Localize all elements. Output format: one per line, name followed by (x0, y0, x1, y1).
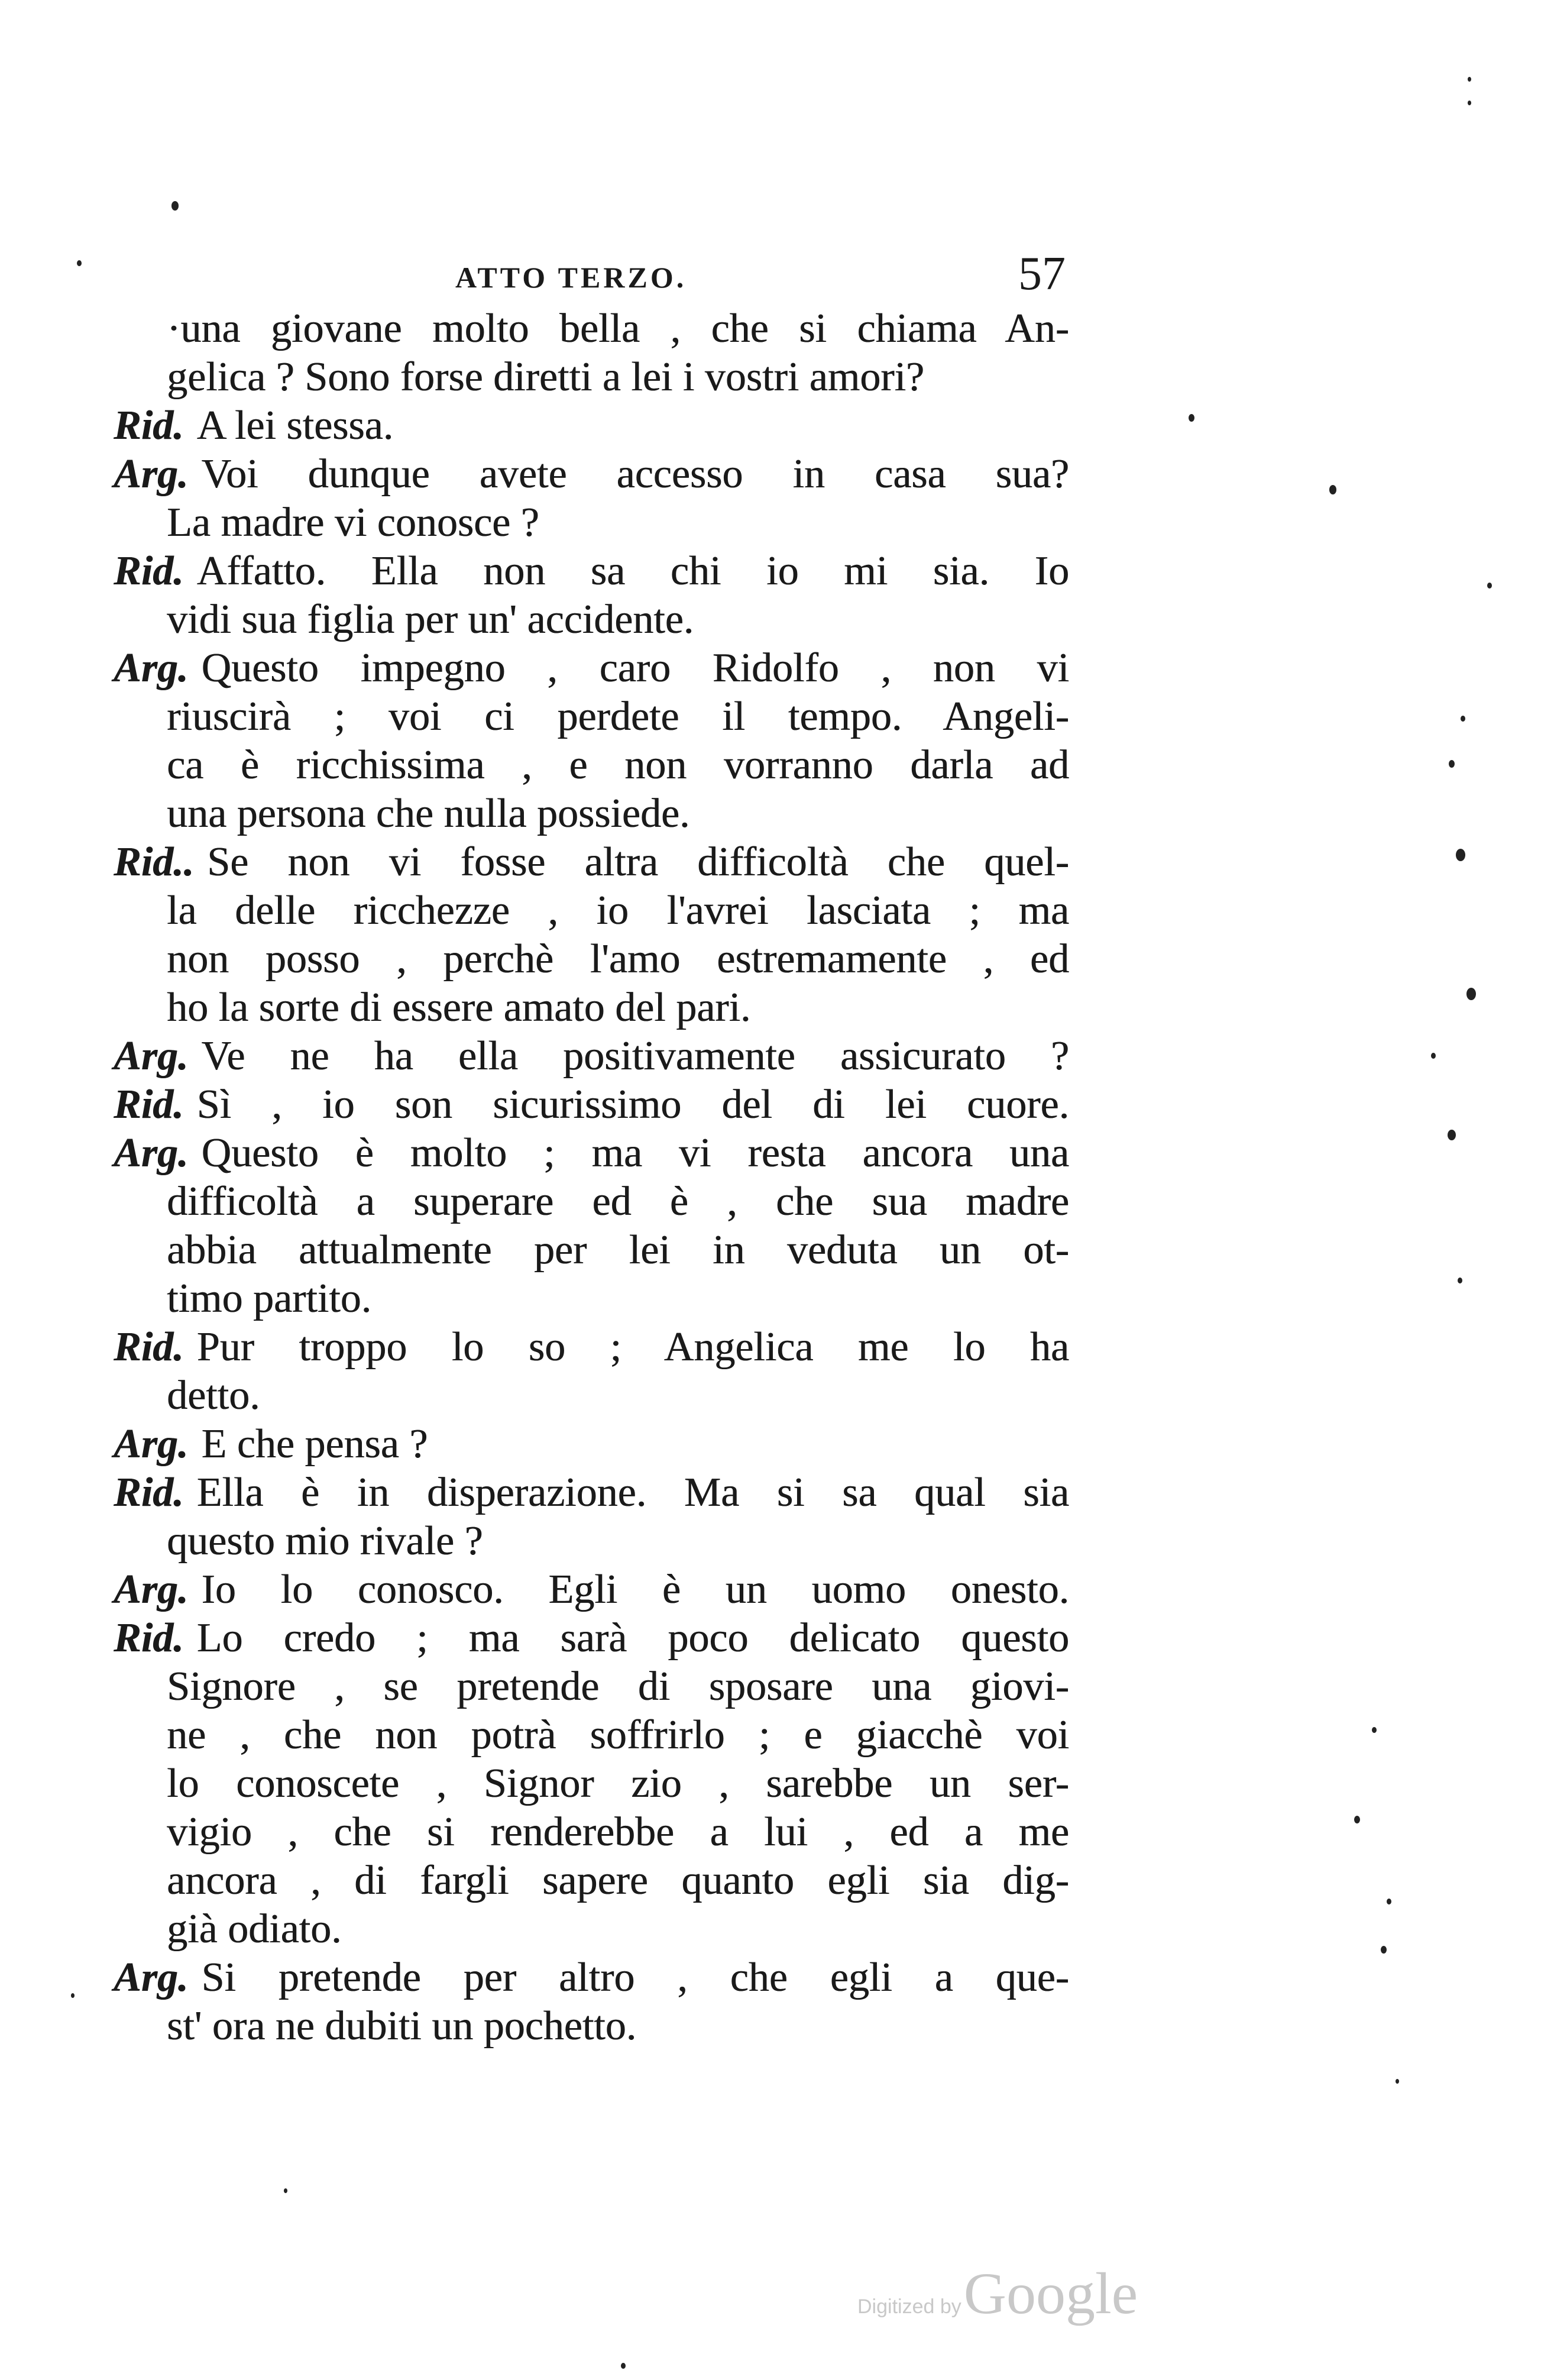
speaker-label: Rid. (114, 548, 184, 594)
speaker-label: Rid. (114, 1615, 184, 1661)
digitized-by-google-watermark (857, 2259, 1138, 2327)
line-text: non posso , perchè l'amo estremamente , ed (167, 936, 1069, 982)
line-text: Signore , se pretende di sposare una giovi- (167, 1664, 1069, 1709)
line-text: Ve ne ha ella positivamente assicurato ? (201, 1033, 1069, 1079)
text-line (167, 790, 1069, 838)
line-text: Se non vi fosse altra difficoltà che quel- (207, 839, 1069, 885)
text-line (167, 1517, 1069, 1566)
text-line (167, 887, 1069, 935)
text-line (114, 450, 1069, 499)
text-line (167, 1663, 1069, 1711)
text-line (114, 1323, 1069, 1372)
scan-speck (1381, 1946, 1387, 1954)
line-text: Affatto. Ella non sa chi io mi sia. Io (196, 548, 1069, 594)
line-text: Lo credo ; ma sarà poco delicato questo (196, 1615, 1069, 1661)
line-text: ne , che non potrà soffrirlo ; e giacchè voi (167, 1712, 1069, 1758)
speaker-label: Rid. (114, 1324, 184, 1370)
watermark-brand: Google (963, 2261, 1138, 2326)
line-text: ·una giovane molto bella , che si chiama An- (167, 306, 1069, 351)
line-text: Questo impegno , caro Ridolfo , non vi (201, 645, 1069, 691)
text-line (167, 984, 1069, 1032)
text-line (114, 644, 1069, 693)
speaker-label: Arg. (114, 1421, 189, 1467)
line-text: lo conoscete , Signor zio , sarebbe un ser- (167, 1761, 1069, 1806)
scan-speck (1466, 988, 1476, 1000)
line-text: Ella è in disperazione. Ma si sa qual sia (196, 1470, 1069, 1515)
text-line (167, 935, 1069, 984)
line-text: abbia attualmente per lei in veduta un ot- (167, 1227, 1069, 1273)
line-text: la delle ricchezze , io l'avrei lasciata ; ma (167, 888, 1069, 933)
text-line (114, 1469, 1069, 1517)
line-text: Voi dunque avete accesso in casa sua? (201, 451, 1069, 497)
line-text: ho la sorte di essere amato del pari. (167, 985, 751, 1030)
scan-speck (77, 260, 82, 266)
text-line (114, 1566, 1069, 1614)
scan-speck (171, 201, 179, 211)
text-line (114, 1420, 1069, 1469)
text-line (167, 741, 1069, 790)
scan-speck (1458, 1278, 1462, 1283)
line-text: st' ora ne dubiti un pochetto. (167, 2003, 637, 2049)
page-number: 57 (1018, 248, 1066, 300)
text-line (167, 1372, 1069, 1420)
line-text: Questo è molto ; ma vi resta ancora una (201, 1130, 1069, 1176)
line-text: detto. (167, 1373, 260, 1418)
text-line (114, 1614, 1069, 1663)
text-line (114, 402, 1069, 450)
scan-speck (71, 1993, 75, 1998)
scan-speck (284, 2188, 287, 2193)
text-line (114, 547, 1069, 596)
text-line (114, 1129, 1069, 1178)
line-text: vigio , che si renderebbe a lui , ed a me (167, 1809, 1069, 1855)
text-line (167, 305, 1069, 353)
text-line (114, 1081, 1069, 1129)
text-line (167, 1275, 1069, 1323)
text-line (167, 693, 1069, 741)
speaker-label: Arg. (114, 1130, 189, 1176)
line-text: Sì , io son sicurissimo del di lei cuore. (196, 1082, 1069, 1127)
line-text: Io lo conosco. Egli è un uomo onesto. (201, 1567, 1069, 1612)
text-line (114, 838, 1069, 887)
line-text: questo mio rivale ? (167, 1518, 483, 1564)
text-line (114, 1954, 1069, 2002)
text-line (167, 1711, 1069, 1760)
line-text: difficoltà a superare ed è , che sua madre (167, 1179, 1069, 1224)
line-text: già odiato. (167, 1906, 342, 1952)
speaker-label: Arg. (114, 451, 189, 497)
scan-speck (1461, 716, 1465, 722)
line-text: ca è ricchissima , e non vorranno darla ad (167, 742, 1069, 788)
scan-speck (1431, 1053, 1436, 1059)
text-line (167, 1808, 1069, 1857)
text-line (167, 1857, 1069, 1905)
scan-speck (1372, 1727, 1377, 1733)
speaker-label: Rid. (114, 403, 184, 448)
scan-speck (1354, 1816, 1360, 1823)
line-text: riuscirà ; voi ci perdete il tempo. Angeli- (167, 694, 1069, 739)
line-text: timo partito. (167, 1276, 372, 1321)
line-text: Si pretende per altro , che egli a que- (201, 1955, 1069, 2000)
scan-speck (1448, 1130, 1456, 1140)
scan-speck (1387, 1899, 1391, 1904)
scan-speck (1456, 849, 1465, 861)
line-text: A lei stessa. (196, 403, 394, 448)
text-line (167, 1905, 1069, 1954)
scan-speck (1487, 583, 1492, 588)
scan-speck (1468, 101, 1471, 105)
line-text: Pur troppo lo so ; Angelica me lo ha (196, 1324, 1069, 1370)
running-head: ATTO TERZO. (455, 261, 687, 294)
line-text: E che pensa ? (201, 1421, 428, 1467)
watermark-prefix: Digitized by (857, 2295, 961, 2318)
line-text: vidi sua figlia per un' accidente. (167, 597, 694, 642)
speaker-label: Arg. (114, 1955, 189, 2000)
text-line (114, 1032, 1069, 1081)
scan-speck (1329, 485, 1336, 494)
speaker-label: Rid. (114, 1082, 184, 1127)
speaker-label: Arg. (114, 1033, 189, 1079)
speaker-label: Rid. (114, 1470, 184, 1515)
line-text: La madre vi conosce ? (167, 500, 539, 545)
line-text: ancora , di fargli sapere quanto egli sia dig- (167, 1858, 1069, 1903)
text-line (167, 1178, 1069, 1226)
text-line (167, 353, 1069, 402)
speaker-label: Arg. (114, 645, 189, 691)
text-line (167, 2002, 1069, 2051)
speaker-label: Rid.. (114, 839, 195, 885)
text-line (167, 1760, 1069, 1808)
scan-speck (621, 2363, 626, 2369)
scan-speck (1449, 760, 1455, 768)
text-line (167, 1226, 1069, 1275)
line-text: gelica ? Sono forse diretti a lei i vostri amori? (167, 354, 924, 400)
line-text: una persona che nulla possiede. (167, 791, 690, 836)
scan-speck (1396, 2079, 1399, 2084)
text-line (167, 596, 1069, 644)
text-line (167, 499, 1069, 547)
scan-speck (1468, 77, 1471, 82)
scan-speck (1189, 414, 1194, 422)
speaker-label: Arg. (114, 1567, 189, 1612)
